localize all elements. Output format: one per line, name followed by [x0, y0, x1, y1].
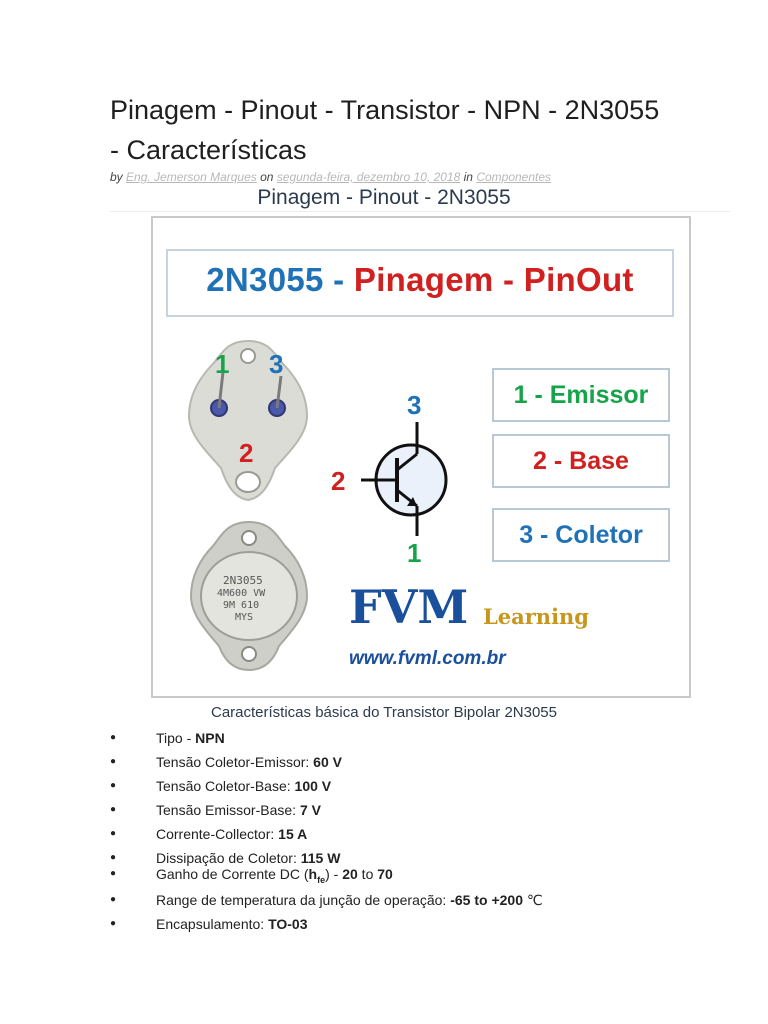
byline: [110, 170, 551, 184]
case-marking-line: 9M 610: [223, 600, 260, 611]
symbol-pin-1-label: 1: [407, 538, 422, 566]
symbol-pin-3-label: 3: [407, 390, 422, 420]
case-marking-line: MYS: [235, 612, 254, 623]
bullet-icon: ●: [110, 894, 117, 905]
figure-title: [168, 261, 672, 299]
figure-title-part: 2N3055 -: [206, 261, 345, 298]
byline-by: by: [110, 170, 123, 184]
figure-title-box: [166, 249, 674, 317]
case-pin-2-label: 2: [239, 438, 254, 468]
pin-1-emitter-box: 1 - Emissor: [492, 368, 670, 422]
bullet-icon: ●: [110, 780, 117, 791]
npn-transistor-symbol: [325, 386, 465, 566]
article-title: Pinagem - Pinout - Transistor - NPN - 2N3055 - Características: [110, 95, 660, 165]
bullet-icon: ●: [110, 868, 117, 879]
section-heading: Pinagem - Pinout - 2N3055: [257, 186, 511, 209]
bullet-icon: ●: [110, 852, 117, 863]
byline-in: in: [463, 170, 473, 184]
figure-title-part: Pinagem - PinOut: [353, 261, 634, 298]
author-link[interactable]: Eng. Jemerson Marques: [126, 170, 257, 184]
divider: [110, 211, 730, 212]
case-marking-line: 2N3055: [223, 574, 263, 587]
to3-top-view-illustration: [183, 336, 313, 506]
pin-2-base-box: 2 - Base: [492, 434, 670, 488]
date-link[interactable]: segunda-feira, dezembro 10, 2018: [276, 170, 461, 184]
bullet-icon: ●: [110, 828, 117, 839]
bullet-icon: ●: [110, 732, 117, 743]
brand-tagline: Learning: [483, 604, 589, 629]
brand-url: www.fvml.com.br: [349, 648, 506, 669]
figure-caption: Características básica do Transistor Bipolar 2N3055: [211, 704, 557, 721]
bullet-icon: ●: [110, 756, 117, 767]
symbol-pin-2-label: 2: [331, 466, 346, 496]
case-marking-line: 4M600 VW: [217, 588, 266, 599]
brand-logo: FVM: [349, 580, 469, 634]
pin-3-collector-box: 3 - Coletor: [492, 508, 670, 562]
bullet-icon: ●: [110, 918, 117, 929]
case-pin-3-label: 3: [269, 349, 284, 379]
category-link[interactable]: Componentes: [476, 170, 552, 184]
pinout-figure: [151, 216, 691, 698]
case-pin-1-label: 1: [215, 349, 230, 379]
byline-on: on: [260, 170, 274, 184]
bullet-icon: ●: [110, 804, 117, 815]
to3-package-illustration: [187, 518, 311, 674]
